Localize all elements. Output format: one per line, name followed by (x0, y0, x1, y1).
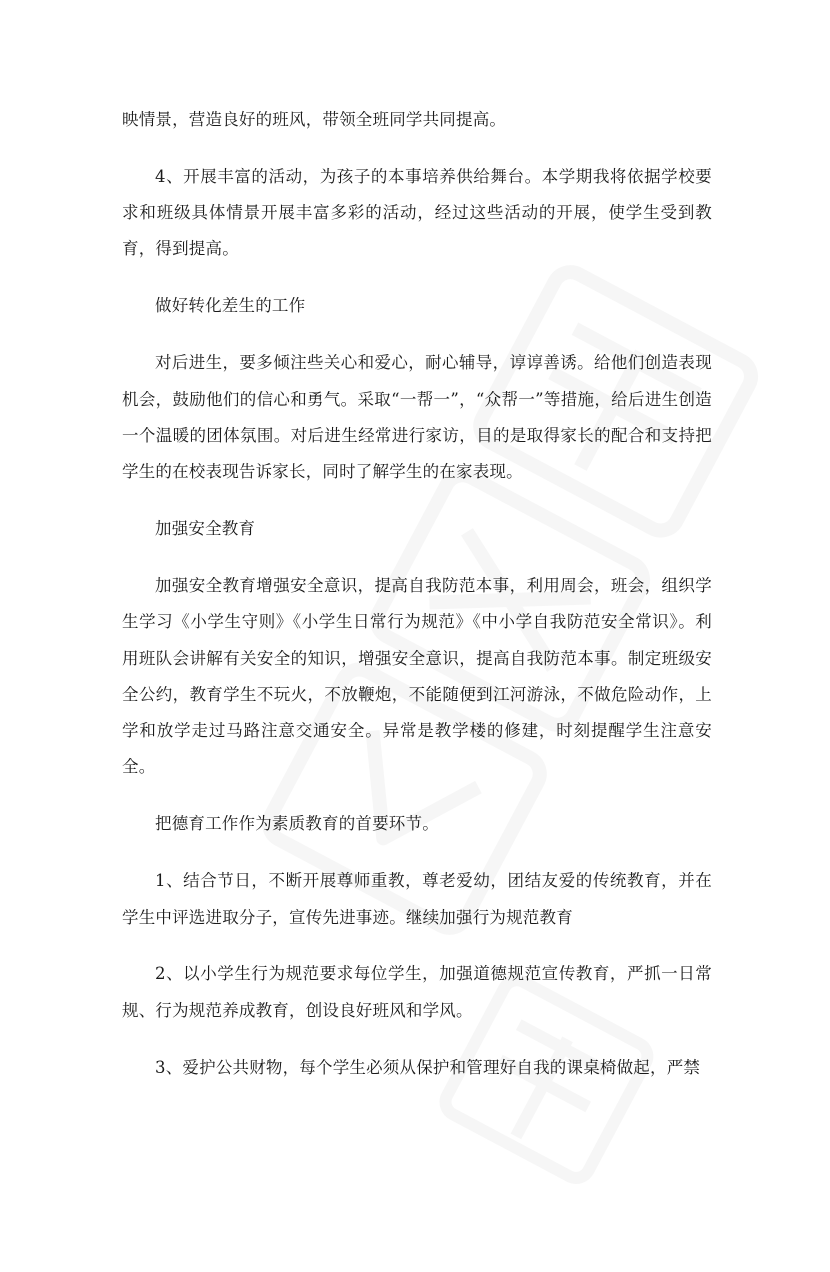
paragraph-activities: 4、开展丰富的活动，为孩子的本事培养供给舞台。本学期我将依据学校要求和班级具体情景开展丰富多彩的活动，经过这些活动的开展，使学生受到教育，得到提高。 (122, 166, 712, 259)
paragraph-moral-item-2: 2、以小学生行为规范要求每位学生，加强道德规范宣传教育，严抓一日常规、行为规范养成教育，创设良好班风和学风。 (122, 964, 712, 1020)
section-heading-safety: 加强安全教育 (155, 519, 256, 539)
paragraph-moral-item-1: 1、结合节日，不断开展尊师重教，尊老爱幼，团结友爱的传统教育，并在学生中评选进取分子，宣传先进事迹。继续加强行为规范教育 (122, 871, 712, 927)
section-heading-moral-education: 把德育工作作为素质教育的首要环节。 (155, 814, 439, 834)
paragraph-moral-item-3: 3、爱护公共财物，每个学生必须从保护和管理好自我的课桌椅做起，严禁 (155, 1057, 701, 1077)
section-heading-struggling-students: 做好转化差生的工作 (155, 296, 306, 316)
document-body (122, 102, 712, 1106)
paragraph-struggling-students: 对后进生，要多倾注些关心和爱心，耐心辅导，谆谆善诱。给他们创造表现机会，鼓励他们的信心和勇气。采取“一帮一”，“众帮一”等措施，给后进生创造一个温暖的团体氛围。对后进生经常进行家访，目的是取得家长的配合和支持把学生的在校表现告诉家长，同时了解学生的在家表现。 (122, 353, 712, 482)
paragraph-safety: 加强安全教育增强安全意识，提高自我防范本事，利用周会，班会，组织学生学习《小学生守则》《小学生日常行为规范》《中小学自我防范安全常识》。利用班队会讲解有关安全的知识，增强安全意识，提高自我防范本事。制定班级安全公约，教育学生不玩火，不放鞭炮，不能随便到江河游泳，不做危险动作，上学和放学走过马路注意交通安全。异常是教学楼的修建，时刻提醒学生注意安全。 (122, 575, 712, 777)
paragraph-continuation: 映情景，营造良好的班风，带领全班同学共同提高。 (122, 110, 507, 129)
